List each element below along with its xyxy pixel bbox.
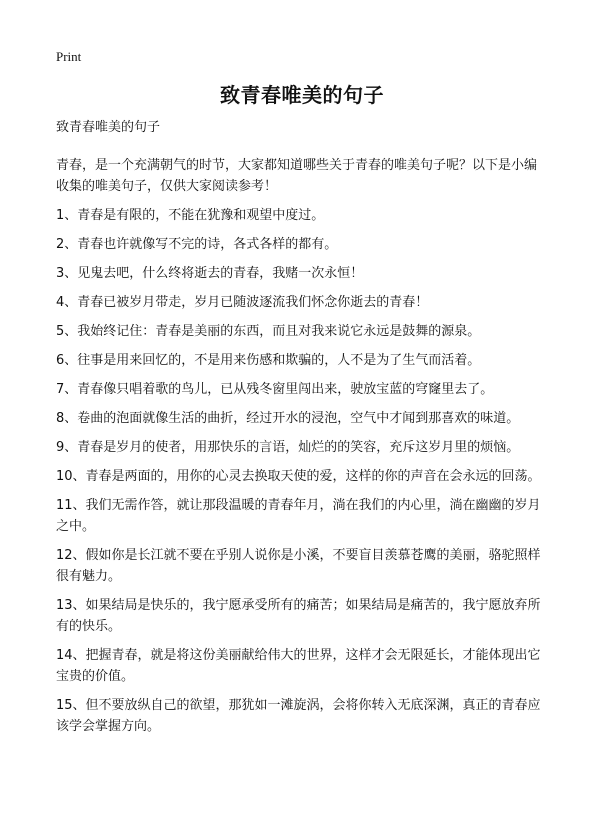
list-item: 3、见鬼去吧，什么终将逝去的青春，我赌一次永恒！ xyxy=(56,266,364,281)
list-item: 2、青春也许就像写不完的诗，各式各样的都有。 xyxy=(56,237,338,252)
print-link[interactable]: Print xyxy=(56,49,82,64)
list-item: 9、青春是岁月的使者，用那快乐的言语，灿烂的的笑容，充斥这岁月里的烦恼。 xyxy=(56,440,520,455)
list-item: 13、如果结局是快乐的，我宁愿承受所有的痛苦；如果结局是痛苦的，我宁愿放弃所有的快乐。 xyxy=(56,598,541,634)
list-item: 5、我始终记住：青春是美丽的东西，而且对我来说它永远是鼓舞的源泉。 xyxy=(56,324,481,339)
list-item: 8、卷曲的泡面就像生活的曲折，经过开水的浸泡，空气中才闻到那喜欢的味道。 xyxy=(56,411,520,426)
list-item: 14、把握青春，就是将这份美丽献给伟大的世界，这样才会无限延长，才能体现出它宝贵的价值。 xyxy=(56,648,541,684)
page-title: 致青春唯美的句子 xyxy=(220,83,384,107)
list-item: 15、但不要放纵自己的欲望，那犹如一滩旋涡，会将你转入无底深渊，真正的青春应该学会掌握方向。 xyxy=(56,698,541,734)
list-item: 10、青春是两面的，用你的心灵去换取天使的爱，这样的你的声音在会永远的回荡。 xyxy=(56,469,541,484)
list-item: 7、青春像只唱着歌的鸟儿，已从残冬窗里闯出来，驶放宝蓝的穹窿里去了。 xyxy=(56,382,494,397)
intro-paragraph: 青春，是一个充满朝气的时节，大家都知道哪些关于青春的唯美句子呢？以下是小编收集的唯美句子，仅供大家阅读参考！ xyxy=(56,158,538,194)
list-item: 6、往事是用来回忆的，不是用来伤感和欺骗的，人不是为了生气而活着。 xyxy=(56,353,481,368)
document-subtitle: 致青春唯美的句子 xyxy=(56,120,161,135)
list-item: 1、青春是有限的，不能在犹豫和观望中度过。 xyxy=(56,208,325,223)
quote-list xyxy=(56,205,548,737)
list-item: 12、假如你是长江就不要在乎别人说你是小溪，不要盲目羡慕苍鹰的美丽，骆驼照样很有魅力。 xyxy=(56,548,541,584)
list-item: 4、青春已被岁月带走，岁月已随波逐流我们怀念你逝去的青春！ xyxy=(56,295,429,310)
list-item: 11、我们无需作答，就让那段温暖的青春年月，淌在我们的内心里，淌在幽幽的岁月之中。 xyxy=(56,498,541,534)
